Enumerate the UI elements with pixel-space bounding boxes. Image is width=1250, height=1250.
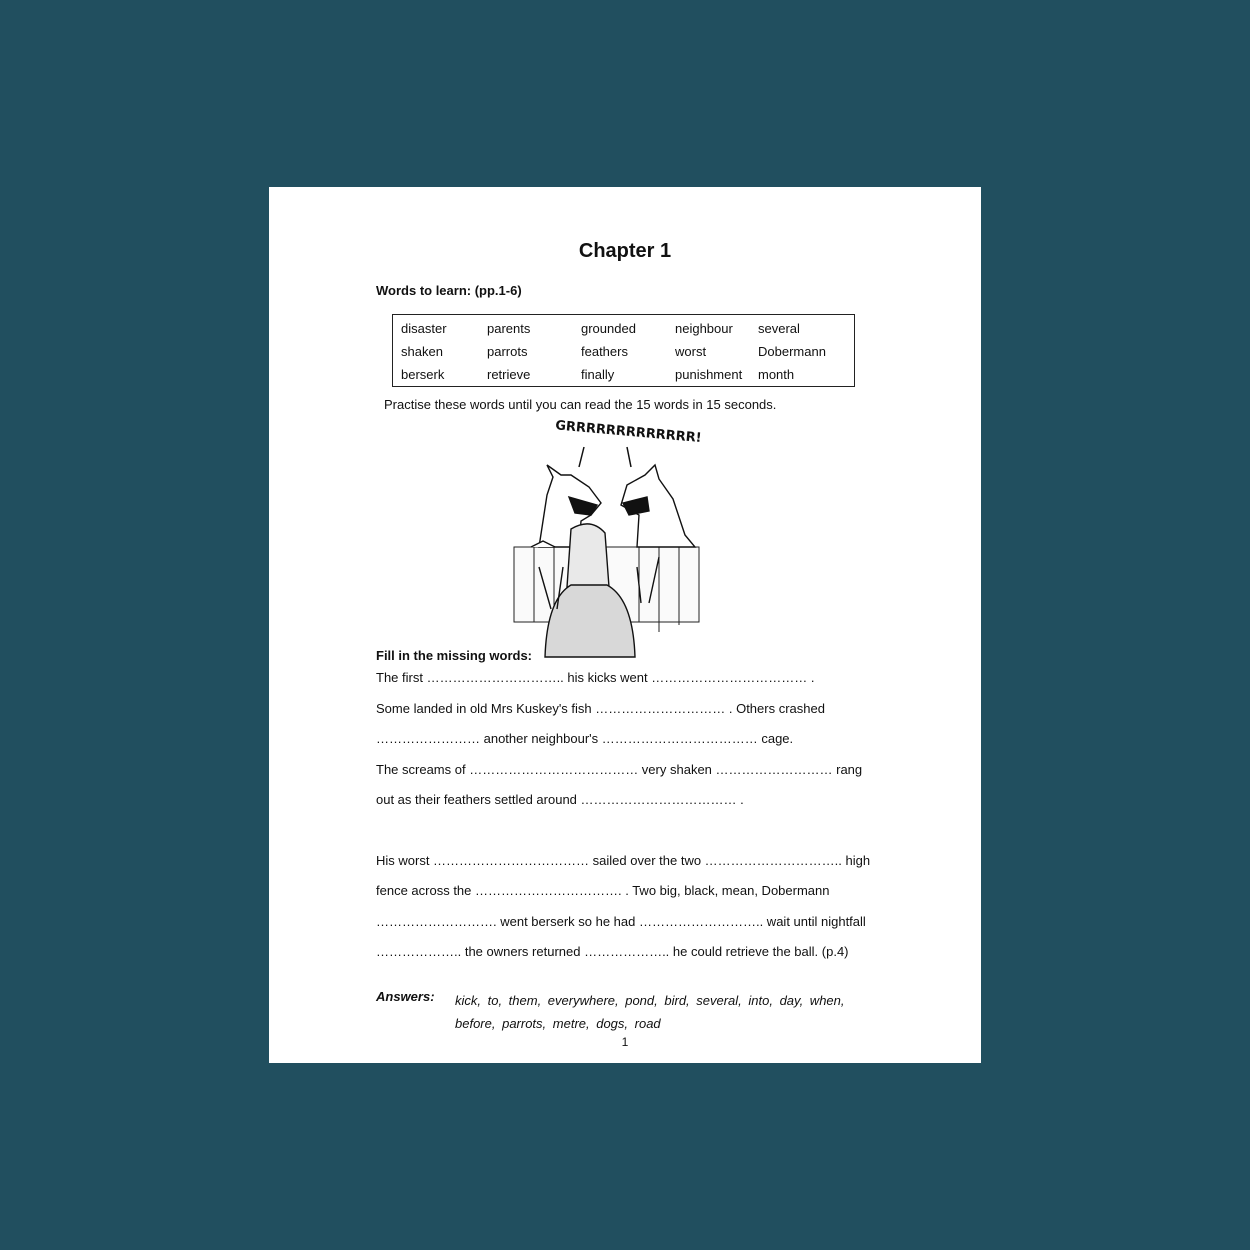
- fill-missing-words-label: Fill in the missing words:: [376, 648, 533, 663]
- word-cell: Dobermann: [758, 344, 826, 359]
- answers-label: Answers:: [376, 989, 435, 1004]
- word-cell: punishment: [675, 367, 743, 382]
- fill-line: His worst ……………………………… sailed over the two ………………………….. high: [376, 853, 871, 868]
- words-to-learn-label: Words to learn: (pp.1-6): [376, 283, 522, 298]
- dogs-illustration: [509, 417, 709, 667]
- word-cell: grounded: [581, 321, 636, 336]
- word-cell: feathers: [581, 344, 628, 359]
- word-cell: parrots: [487, 344, 528, 359]
- word-table: [401, 317, 848, 386]
- fill-line: Some landed in old Mrs Kuskey's fish ………………………… . Others crashed: [376, 701, 825, 716]
- word-cell: retrieve: [487, 367, 531, 382]
- word-cell: shaken: [401, 344, 443, 359]
- word-row: [401, 363, 848, 386]
- word-list-box: [392, 314, 855, 387]
- word-row: [401, 317, 848, 340]
- word-cell: several: [758, 321, 800, 336]
- fill-line: out as their feathers settled around ……………………………… .: [376, 792, 744, 807]
- answers-line: kick, to, them, everywhere, pond, bird, several, into, day, when,: [455, 993, 845, 1008]
- fill-line: The first ………………………….. his kicks went ……………………………… .: [376, 670, 815, 685]
- fill-line: ……………….. the owners returned ……………….. he could retrieve the ball. (p.4): [376, 944, 849, 959]
- word-cell: month: [758, 367, 795, 382]
- fill-line: …………………… another neighbour's ……………………………… cage.: [376, 731, 794, 746]
- page-number: 1: [621, 1035, 629, 1049]
- word-cell: berserk: [401, 367, 445, 382]
- word-cell: worst: [675, 344, 707, 359]
- dog-right-figure: [621, 465, 695, 547]
- worksheet-page: [269, 187, 981, 1063]
- practise-instruction: Practise these words until you can read the 15 words in 15 seconds.: [384, 397, 777, 412]
- growl-caption: GRRRRRRRRRRRRR!: [554, 418, 703, 447]
- word-cell: neighbour: [675, 321, 733, 336]
- chapter-title: Chapter 1: [578, 240, 672, 262]
- fill-line: ………………………. went berserk so he had ……………………….. wait until nightfall: [376, 914, 866, 929]
- answers-text: [455, 989, 875, 1035]
- word-row: [401, 340, 848, 363]
- word-cell: disaster: [401, 321, 447, 336]
- word-cell: parents: [487, 321, 531, 336]
- fill-line: The screams of ………………………………… very shaken ……………………… rang: [376, 762, 863, 777]
- answers-line: before, parrots, metre, dogs, road: [455, 1016, 661, 1031]
- fill-line: fence across the ……………………………. . Two big, black, mean, Dobermann: [376, 883, 830, 898]
- word-cell: finally: [581, 367, 615, 382]
